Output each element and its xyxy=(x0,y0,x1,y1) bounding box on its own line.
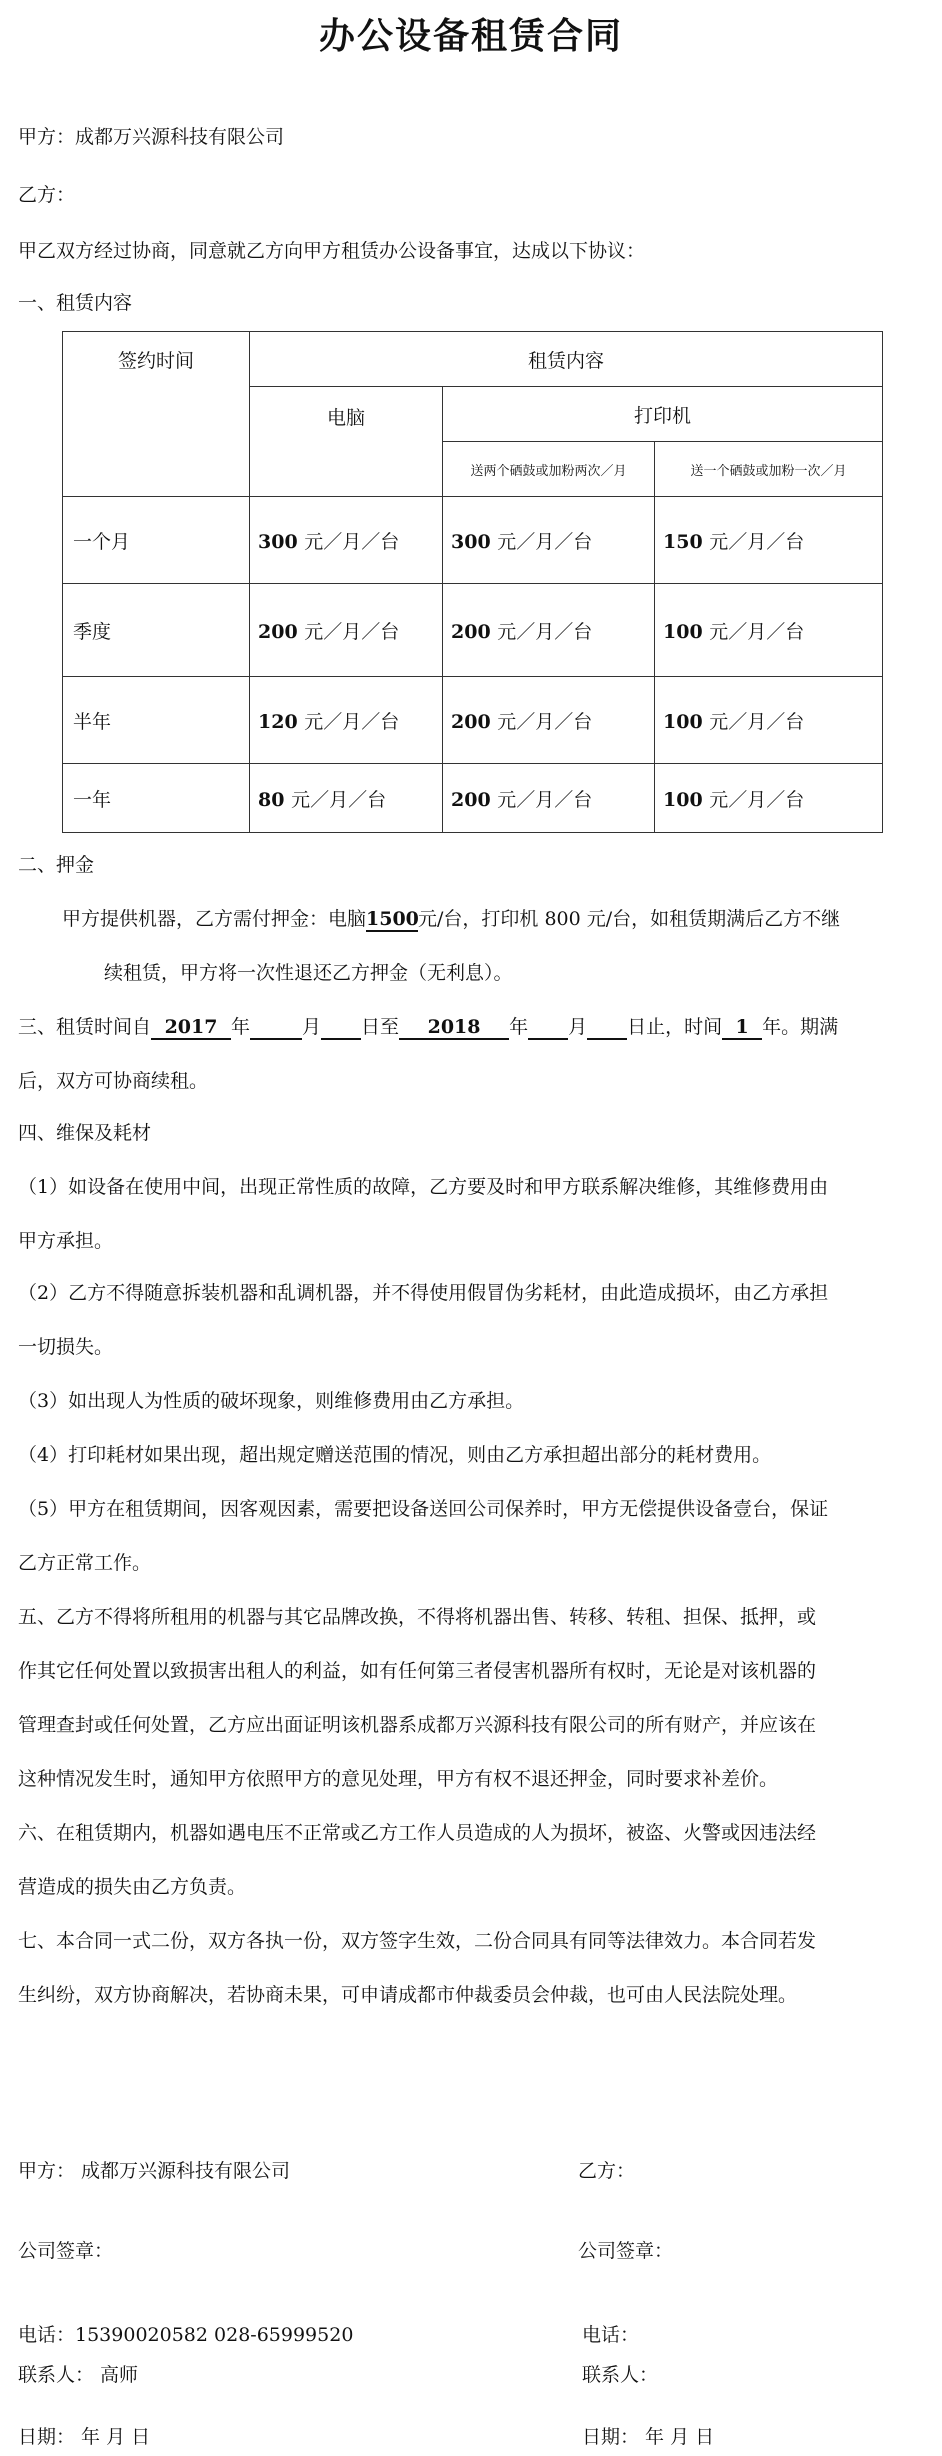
maintenance-clause-1b: 甲方承担。 xyxy=(18,1230,114,1252)
sign-party-b: 乙方： xyxy=(578,2160,636,2182)
sign-seal-a: 公司签章： xyxy=(18,2240,114,2262)
section-1-heading: 一、租赁内容 xyxy=(18,292,133,314)
price-printer-two: 200 元／月／台 xyxy=(443,584,655,677)
header-signing-time: 签约时间 xyxy=(63,332,250,497)
end-year: 2018 xyxy=(399,1014,509,1040)
sign-contact-a: 联系人： 高师 xyxy=(18,2364,139,2386)
clause-7-line-2: 生纠纷，双方协商解决，若协商未果，可申请成都市仲裁委员会仲裁，也可由人民法院处理。 xyxy=(18,1984,798,2006)
section-4-heading: 四、维保及耗材 xyxy=(18,1122,152,1144)
sign-date-b: 日期： 年 月 日 xyxy=(582,2426,715,2448)
price-printer-one: 150 元／月／台 xyxy=(655,497,883,584)
maintenance-clause-5b: 乙方正常工作。 xyxy=(18,1552,152,1574)
document-title: 办公设备租赁合同 xyxy=(318,16,623,57)
row-period: 一个月 xyxy=(63,497,250,584)
price-printer-two: 200 元／月／台 xyxy=(443,764,655,833)
maintenance-clause-2b: 一切损失。 xyxy=(18,1336,114,1358)
sign-date-a: 日期： 年 月 日 xyxy=(18,2426,151,2448)
price-printer-two: 300 元／月／台 xyxy=(443,497,655,584)
header-rental-content: 租赁内容 xyxy=(250,332,883,387)
maintenance-clause-3: （3）如出现人为性质的破坏现象，则维修费用由乙方承担。 xyxy=(18,1390,525,1412)
intro-paragraph: 甲乙双方经过协商，同意就乙方向甲方租赁办公设备事宜，达成以下协议： xyxy=(18,240,646,262)
price-computer: 120 元／月／台 xyxy=(250,677,443,764)
deposit-line-2: 续租赁，甲方将一次性退还乙方押金（无利息）。 xyxy=(104,962,513,984)
header-computer: 电脑 xyxy=(250,387,443,497)
sign-phone-a: 电话：15390020582 028-65999520 xyxy=(18,2324,354,2346)
maintenance-clause-4: （4）打印耗材如果出现，超出规定赠送范围的情况，则由乙方承担超出部分的耗材费用。 xyxy=(18,1444,772,1466)
rental-period-line-2: 后，双方可协商续租。 xyxy=(18,1070,209,1092)
rental-period-line: 三、租赁时间自 2017 年 月 日至 2018 年 月 日止，时间 1 年。期满 xyxy=(18,1016,839,1038)
price-computer: 200 元／月／台 xyxy=(250,584,443,677)
header-printer: 打印机 xyxy=(443,387,883,442)
clause-5-line-2: 作其它任何处置以致损害出租人的利益，如有任何第三者侵害机器所有权时，无论是对该机器的 xyxy=(18,1660,817,1682)
price-printer-two: 200 元／月／台 xyxy=(443,677,655,764)
price-printer-one: 100 元／月／台 xyxy=(655,677,883,764)
clause-7-line-1: 七、本合同一式二份，双方各执一份，双方签字生效，二份合同具有同等法律效力。本合同若发 xyxy=(18,1930,817,1952)
header-printer-one-refill: 送一个硒鼓或加粉一次／月 xyxy=(655,442,883,497)
clause-5-line-3: 管理查封或任何处置，乙方应出面证明该机器系成都万兴源科技有限公司的所有财产，并应该在 xyxy=(18,1714,817,1736)
deposit-computer-amount: 1500 xyxy=(366,908,419,930)
clause-5-line-4: 这种情况发生时，通知甲方依照甲方的意见处理，甲方有权不退还押金，同时要求补差价。 xyxy=(18,1768,779,1790)
row-period: 一年 xyxy=(63,764,250,833)
rental-table xyxy=(62,331,883,833)
sign-contact-b: 联系人： xyxy=(582,2364,659,2386)
sign-seal-b: 公司签章： xyxy=(578,2240,674,2262)
deposit-line-1: 甲方提供机器，乙方需付押金：电脑1500元/台，打印机 800 元/台，如租赁期满后乙方不继 xyxy=(62,908,841,930)
row-period: 季度 xyxy=(63,584,250,677)
row-period: 半年 xyxy=(63,677,250,764)
clause-6-line-2: 营造成的损失由乙方负责。 xyxy=(18,1876,247,1898)
sign-phone-b: 电话： xyxy=(582,2324,640,2346)
price-printer-one: 100 元／月／台 xyxy=(655,764,883,833)
sign-party-a: 甲方： 成都万兴源科技有限公司 xyxy=(18,2160,291,2182)
price-printer-one: 100 元／月／台 xyxy=(655,584,883,677)
price-computer: 300 元／月／台 xyxy=(250,497,443,584)
term-years: 1 xyxy=(722,1014,762,1040)
maintenance-clause-2a: （2）乙方不得随意拆装机器和乱调机器，并不得使用假冒伪劣耗材，由此造成损坏，由乙方承担 xyxy=(18,1282,829,1304)
clause-5-line-1: 五、乙方不得将所租用的机器与其它品牌改换，不得将机器出售、转移、转租、担保、抵押，或 xyxy=(18,1606,817,1628)
maintenance-clause-5a: （5）甲方在租赁期间，因客观因素，需要把设备送回公司保养时，甲方无偿提供设备壹台，保证 xyxy=(18,1498,829,1520)
maintenance-clause-1a: （1）如设备在使用中间，出现正常性质的故障，乙方要及时和甲方联系解决维修，其维修费用由 xyxy=(18,1176,829,1198)
section-2-heading: 二、押金 xyxy=(18,854,95,876)
party-b-line: 乙方： xyxy=(18,184,76,206)
price-computer: 80 元／月／台 xyxy=(250,764,443,833)
header-printer-two-refills: 送两个硒鼓或加粉两次／月 xyxy=(443,442,655,497)
clause-6-line-1: 六、在租赁期内，机器如遇电压不正常或乙方工作人员造成的人为损坏，被盗、火警或因违法经 xyxy=(18,1822,817,1844)
start-year: 2017 xyxy=(151,1014,231,1040)
party-a-line: 甲方：成都万兴源科技有限公司 xyxy=(18,126,285,148)
